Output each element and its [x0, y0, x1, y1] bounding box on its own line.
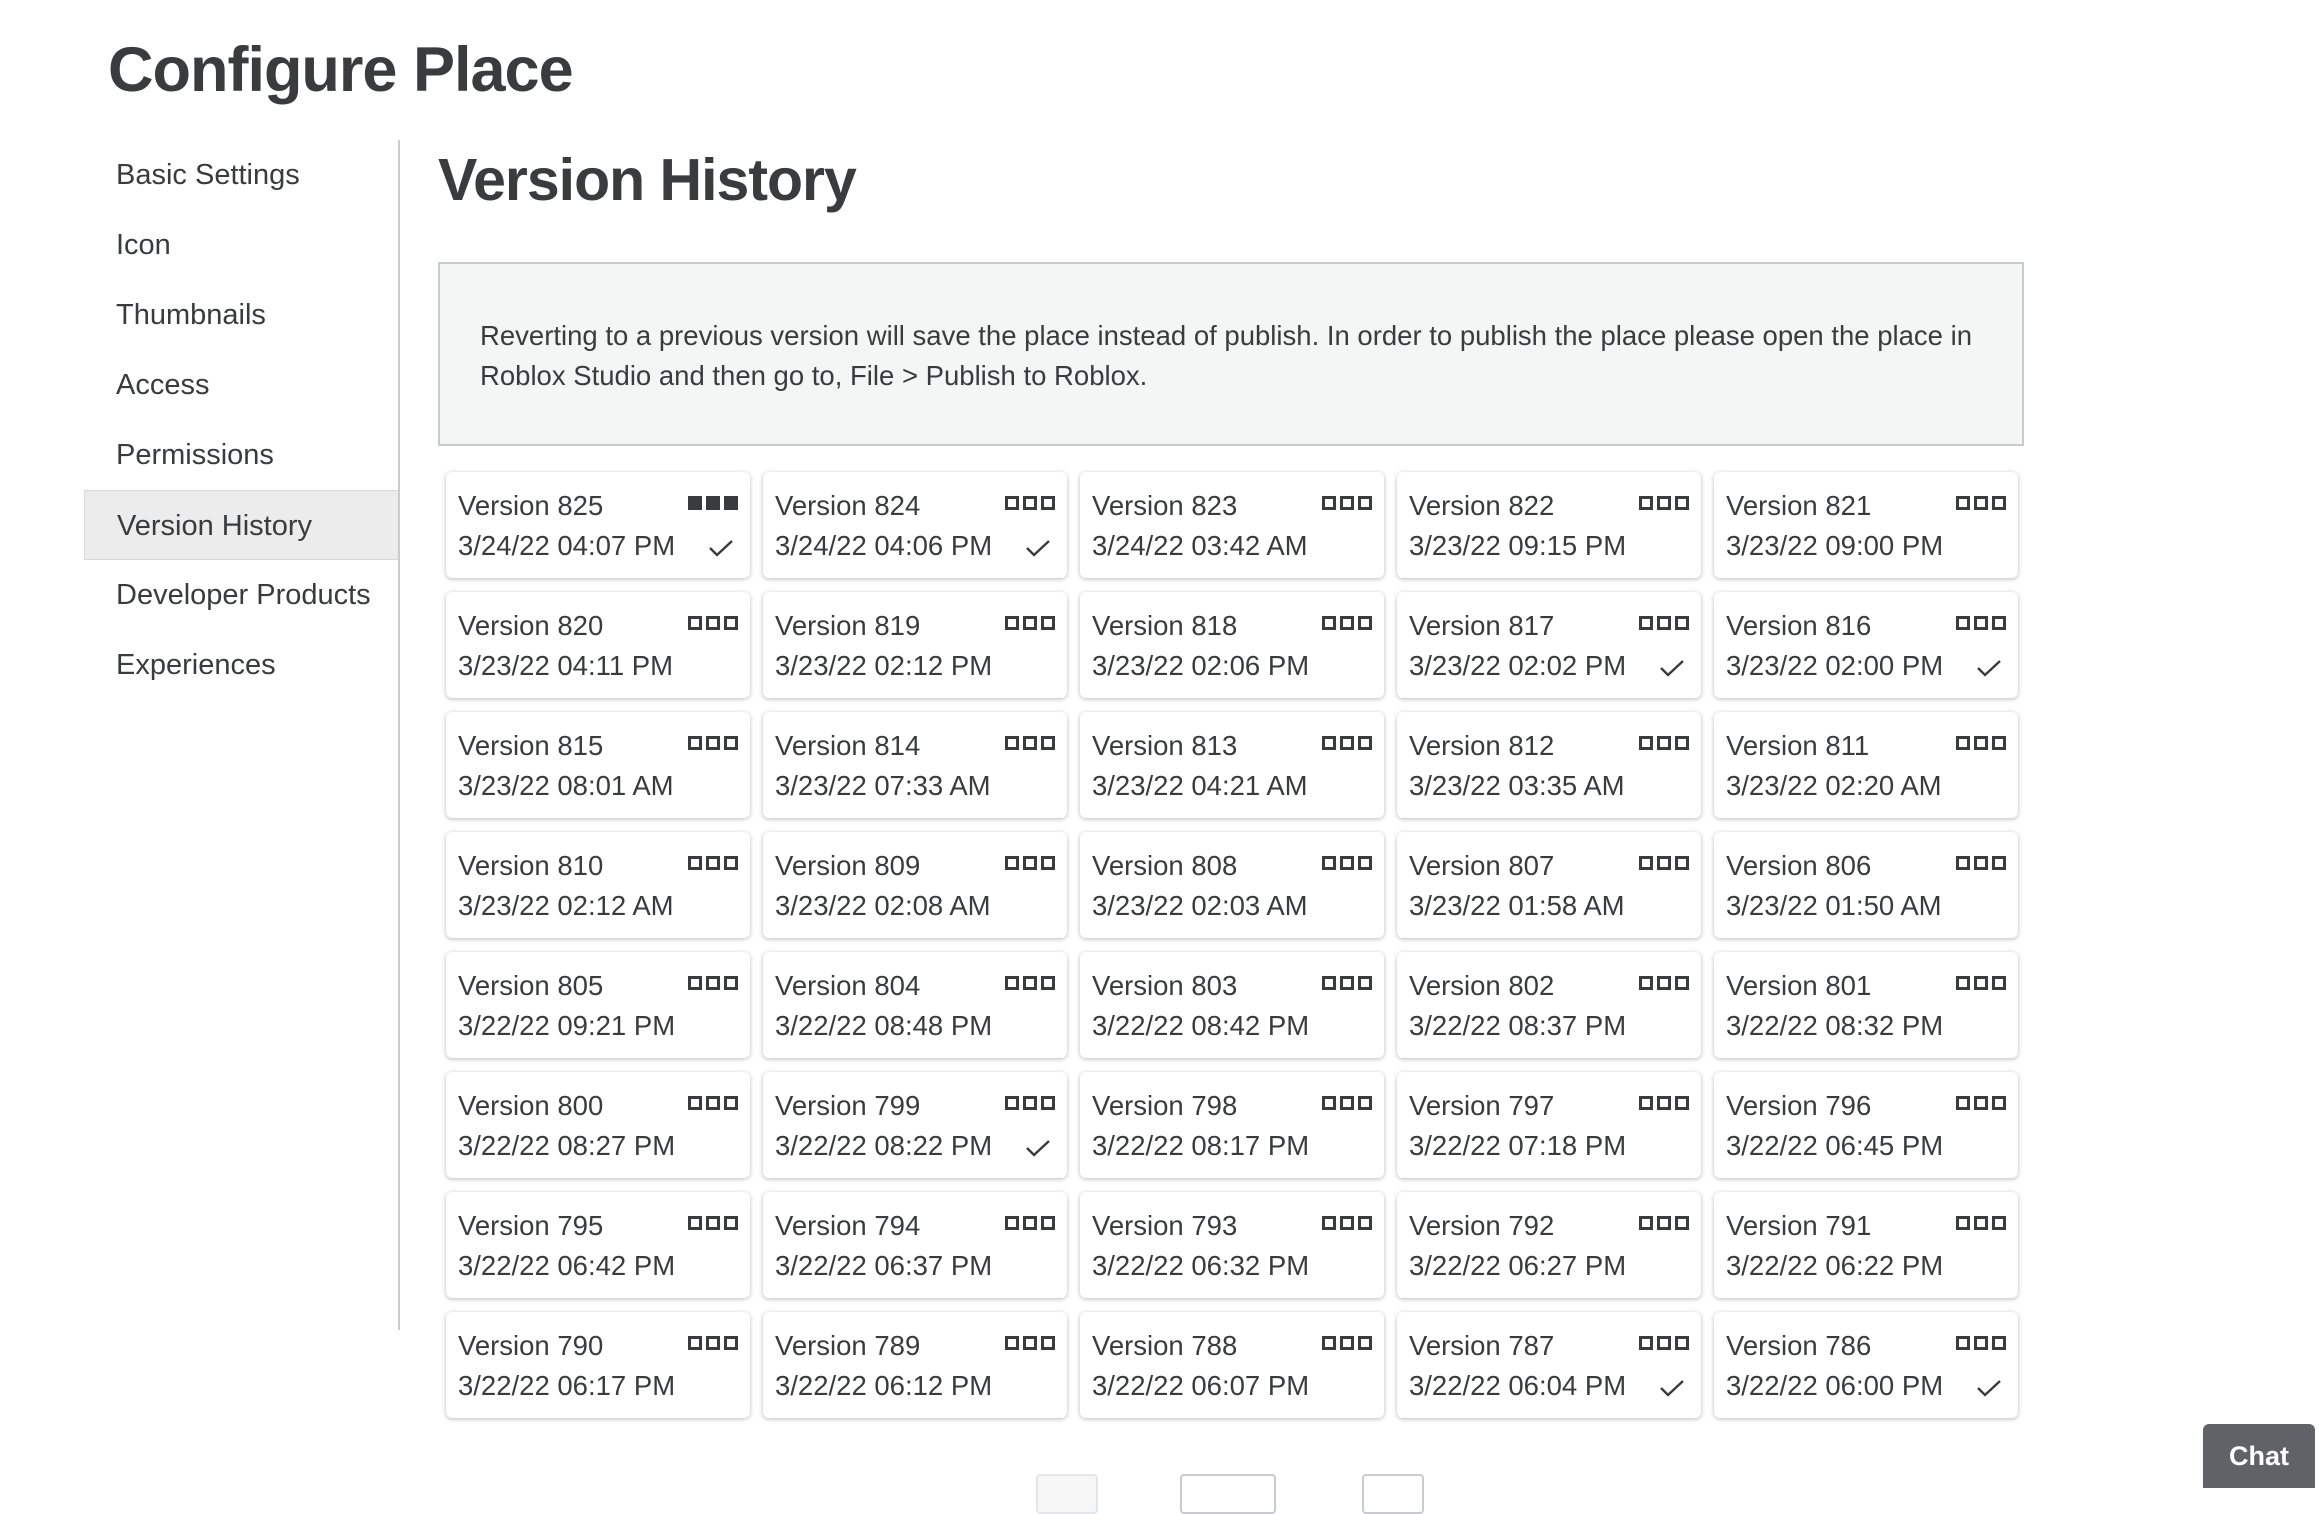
version-date: 3/23/22 04:11 PM: [458, 650, 674, 681]
version-number: Version 813: [1092, 730, 1238, 761]
sidebar-item-icon[interactable]: Icon: [116, 229, 171, 261]
version-number: Version 825: [458, 490, 604, 521]
version-number: Version 787: [1409, 1330, 1555, 1361]
version-card[interactable]: [446, 1312, 750, 1418]
version-date: 3/23/22 02:06 PM: [1092, 650, 1310, 681]
version-card[interactable]: [763, 472, 1067, 578]
sidebar-item-developer-products[interactable]: Developer Products: [116, 579, 371, 611]
version-date: 3/22/22 06:27 PM: [1409, 1250, 1627, 1281]
version-number: Version 805: [458, 970, 604, 1001]
more-options-icon[interactable]: [1639, 856, 1689, 870]
more-options-icon[interactable]: [688, 856, 738, 870]
version-date: 3/23/22 02:08 AM: [775, 890, 991, 921]
version-card[interactable]: [763, 952, 1067, 1058]
version-date: 3/22/22 06:22 PM: [1726, 1250, 1944, 1281]
pager-next-button[interactable]: [1362, 1474, 1424, 1514]
more-options-icon[interactable]: [688, 616, 738, 630]
sidebar-item-thumbnails[interactable]: Thumbnails: [116, 299, 266, 331]
version-date: 3/22/22 08:17 PM: [1092, 1130, 1310, 1161]
more-options-icon[interactable]: [1005, 736, 1055, 750]
version-card[interactable]: [446, 592, 750, 698]
version-card[interactable]: [763, 1192, 1067, 1298]
version-date: 3/22/22 08:37 PM: [1409, 1010, 1627, 1041]
version-number: Version 789: [775, 1330, 921, 1361]
more-options-icon[interactable]: [1322, 616, 1372, 630]
version-number: Version 812: [1409, 730, 1555, 761]
version-number: Version 801: [1726, 970, 1872, 1001]
version-number: Version 823: [1092, 490, 1238, 521]
version-date: 3/23/22 09:00 PM: [1726, 530, 1944, 561]
version-card[interactable]: [1397, 712, 1701, 818]
more-options-icon[interactable]: [1005, 856, 1055, 870]
version-number: Version 786: [1726, 1330, 1872, 1361]
more-options-icon[interactable]: [1322, 1096, 1372, 1110]
version-card[interactable]: [1080, 712, 1384, 818]
more-options-icon[interactable]: [1956, 1096, 2006, 1110]
more-options-icon[interactable]: [688, 1096, 738, 1110]
more-options-icon[interactable]: [1956, 736, 2006, 750]
version-date: 3/24/22 04:06 PM: [775, 530, 993, 561]
more-options-icon[interactable]: [1322, 736, 1372, 750]
version-number: Version 802: [1409, 970, 1555, 1001]
version-number: Version 798: [1092, 1090, 1238, 1121]
checkmark-icon: [1976, 658, 2002, 678]
more-options-icon[interactable]: [1956, 856, 2006, 870]
more-options-icon[interactable]: [1005, 1216, 1055, 1230]
version-date: 3/23/22 02:12 PM: [775, 650, 993, 681]
version-number: Version 803: [1092, 970, 1238, 1001]
sidebar: [84, 140, 400, 1330]
version-date: 3/22/22 06:04 PM: [1409, 1370, 1627, 1401]
version-card[interactable]: [446, 1192, 750, 1298]
checkmark-icon: [1025, 1138, 1051, 1158]
revert-notice: Reverting to a previous version will save the place instead of publish. In order to publish the place please open the place in Roblox Studio and then go to, File > Publish to Roblox.: [438, 262, 2024, 446]
more-options-icon[interactable]: [1639, 736, 1689, 750]
version-date: 3/22/22 06:17 PM: [458, 1370, 676, 1401]
version-date: 3/22/22 07:18 PM: [1409, 1130, 1627, 1161]
version-date: 3/22/22 09:21 PM: [458, 1010, 676, 1041]
version-card[interactable]: [1397, 592, 1701, 698]
sidebar-item-basic-settings[interactable]: Basic Settings: [116, 159, 300, 191]
version-card[interactable]: [763, 1072, 1067, 1178]
version-date: 3/23/22 04:21 AM: [1092, 770, 1308, 801]
version-number: Version 820: [458, 610, 604, 641]
more-options-icon[interactable]: [1956, 496, 2006, 510]
more-options-icon[interactable]: [1005, 616, 1055, 630]
version-date: 3/22/22 08:22 PM: [775, 1130, 993, 1161]
more-options-icon[interactable]: [1639, 1096, 1689, 1110]
checkmark-icon: [708, 538, 734, 558]
version-card[interactable]: [446, 952, 750, 1058]
version-card[interactable]: [1080, 1312, 1384, 1418]
pager-first-button[interactable]: [1036, 1474, 1098, 1514]
version-date: 3/23/22 07:33 AM: [775, 770, 991, 801]
version-date: 3/22/22 06:00 PM: [1726, 1370, 1944, 1401]
version-card[interactable]: [1714, 952, 2018, 1058]
version-number: Version 811: [1726, 730, 1870, 761]
version-number: Version 793: [1092, 1210, 1238, 1241]
version-card[interactable]: [446, 832, 750, 938]
version-date: 3/22/22 08:32 PM: [1726, 1010, 1944, 1041]
version-card[interactable]: [1080, 472, 1384, 578]
version-date: 3/23/22 02:03 AM: [1092, 890, 1308, 921]
more-options-icon[interactable]: [1322, 976, 1372, 990]
version-number: Version 819: [775, 610, 921, 641]
version-date: 3/23/22 03:35 AM: [1409, 770, 1625, 801]
version-card[interactable]: [1714, 472, 2018, 578]
version-card[interactable]: [1397, 832, 1701, 938]
version-date: 3/23/22 08:01 AM: [458, 770, 674, 801]
version-number: Version 800: [458, 1090, 604, 1121]
version-date: 3/23/22 02:12 AM: [458, 890, 674, 921]
version-date: 3/22/22 08:27 PM: [458, 1130, 676, 1161]
section-title: Version History: [438, 147, 856, 213]
version-number: Version 796: [1726, 1090, 1872, 1121]
pager-page-input[interactable]: [1180, 1474, 1276, 1514]
sidebar-item-version-history[interactable]: Version History: [84, 490, 398, 560]
version-date: 3/22/22 06:42 PM: [458, 1250, 676, 1281]
version-card[interactable]: [1397, 1072, 1701, 1178]
version-grid: [446, 472, 2018, 1418]
more-options-icon[interactable]: [1956, 976, 2006, 990]
version-number: Version 791: [1726, 1210, 1872, 1241]
version-date: 3/23/22 01:58 AM: [1409, 890, 1625, 921]
version-number: Version 795: [458, 1210, 604, 1241]
version-number: Version 821: [1726, 490, 1872, 521]
version-number: Version 790: [458, 1330, 604, 1361]
version-card[interactable]: [446, 1072, 750, 1178]
version-number: Version 815: [458, 730, 604, 761]
version-card[interactable]: [1080, 1072, 1384, 1178]
version-number: Version 814: [775, 730, 921, 761]
more-options-icon[interactable]: [1005, 976, 1055, 990]
version-card[interactable]: [1397, 952, 1701, 1058]
version-number: Version 807: [1409, 850, 1555, 881]
version-number: Version 797: [1409, 1090, 1555, 1121]
more-options-icon[interactable]: [1639, 1336, 1689, 1350]
more-options-icon[interactable]: [688, 496, 738, 510]
version-card[interactable]: [763, 712, 1067, 818]
version-card[interactable]: [1080, 832, 1384, 938]
more-options-icon[interactable]: [688, 976, 738, 990]
version-date: 3/22/22 06:12 PM: [775, 1370, 993, 1401]
checkmark-icon: [1976, 1378, 2002, 1398]
version-card[interactable]: [1080, 1192, 1384, 1298]
more-options-icon[interactable]: [1956, 1216, 2006, 1230]
sidebar-item-access[interactable]: Access: [116, 369, 210, 401]
version-date: 3/23/22 02:02 PM: [1409, 650, 1627, 681]
version-number: Version 792: [1409, 1210, 1555, 1241]
version-card[interactable]: [446, 472, 750, 578]
version-date: 3/22/22 08:42 PM: [1092, 1010, 1310, 1041]
more-options-icon[interactable]: [1322, 1336, 1372, 1350]
version-card[interactable]: [1714, 1312, 2018, 1418]
more-options-icon[interactable]: [688, 1216, 738, 1230]
version-card[interactable]: [446, 712, 750, 818]
more-options-icon[interactable]: [1639, 1216, 1689, 1230]
version-date: 3/22/22 06:32 PM: [1092, 1250, 1310, 1281]
more-options-icon[interactable]: [688, 736, 738, 750]
version-number: Version 788: [1092, 1330, 1238, 1361]
version-date: 3/24/22 03:42 AM: [1092, 530, 1308, 561]
more-options-icon[interactable]: [1322, 496, 1372, 510]
more-options-icon[interactable]: [1639, 496, 1689, 510]
version-card[interactable]: [763, 1312, 1067, 1418]
more-options-icon[interactable]: [1005, 1096, 1055, 1110]
version-number: Version 799: [775, 1090, 921, 1121]
checkmark-icon: [1659, 658, 1685, 678]
version-card[interactable]: [1714, 712, 2018, 818]
version-date: 3/23/22 09:15 PM: [1409, 530, 1627, 561]
version-card[interactable]: [1714, 1072, 2018, 1178]
more-options-icon[interactable]: [1322, 1216, 1372, 1230]
sidebar-item-permissions[interactable]: Permissions: [116, 439, 274, 471]
version-date: 3/23/22 02:00 PM: [1726, 650, 1944, 681]
more-options-icon[interactable]: [1639, 976, 1689, 990]
version-number: Version 794: [775, 1210, 921, 1241]
more-options-icon[interactable]: [1005, 1336, 1055, 1350]
version-number: Version 818: [1092, 610, 1238, 641]
version-date: 3/23/22 02:20 AM: [1726, 770, 1942, 801]
version-date: 3/22/22 06:07 PM: [1092, 1370, 1310, 1401]
sidebar-item-experiences[interactable]: Experiences: [116, 649, 276, 681]
version-date: 3/22/22 08:48 PM: [775, 1010, 993, 1041]
version-card[interactable]: [763, 592, 1067, 698]
chat-button[interactable]: Chat: [2203, 1424, 2315, 1488]
version-date: 3/24/22 04:07 PM: [458, 530, 676, 561]
version-card[interactable]: [1397, 1192, 1701, 1298]
version-number: Version 809: [775, 850, 921, 881]
version-number: Version 816: [1726, 610, 1872, 641]
version-number: Version 808: [1092, 850, 1238, 881]
version-number: Version 822: [1409, 490, 1555, 521]
version-number: Version 824: [775, 490, 921, 521]
version-number: Version 817: [1409, 610, 1555, 641]
more-options-icon[interactable]: [1956, 1336, 2006, 1350]
version-number: Version 806: [1726, 850, 1872, 881]
more-options-icon[interactable]: [688, 1336, 738, 1350]
version-number: Version 810: [458, 850, 604, 881]
checkmark-icon: [1659, 1378, 1685, 1398]
more-options-icon[interactable]: [1956, 616, 2006, 630]
page-title: Configure Place: [108, 35, 573, 105]
version-date: 3/22/22 06:45 PM: [1726, 1130, 1944, 1161]
version-card[interactable]: [1080, 592, 1384, 698]
version-card[interactable]: [1397, 1312, 1701, 1418]
version-number: Version 804: [775, 970, 921, 1001]
more-options-icon[interactable]: [1005, 496, 1055, 510]
version-card[interactable]: [763, 832, 1067, 938]
version-date: 3/23/22 01:50 AM: [1726, 890, 1942, 921]
version-card[interactable]: [1714, 1192, 2018, 1298]
version-card[interactable]: [1397, 472, 1701, 578]
checkmark-icon: [1025, 538, 1051, 558]
version-card[interactable]: [1714, 832, 2018, 938]
version-card[interactable]: [1080, 952, 1384, 1058]
version-date: 3/22/22 06:37 PM: [775, 1250, 993, 1281]
more-options-icon[interactable]: [1639, 616, 1689, 630]
version-card[interactable]: [1714, 592, 2018, 698]
more-options-icon[interactable]: [1322, 856, 1372, 870]
